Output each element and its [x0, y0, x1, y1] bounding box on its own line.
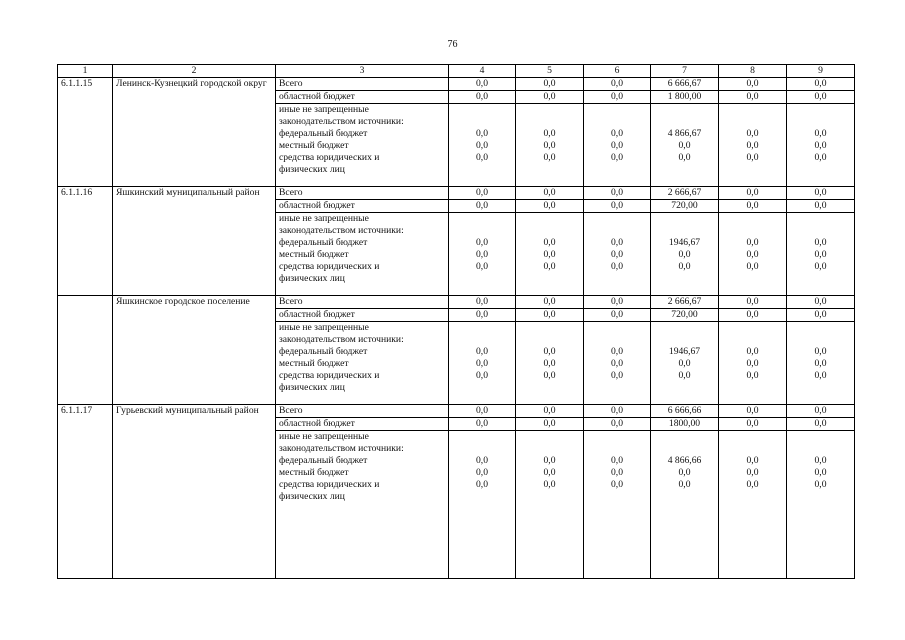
value-local: 0,0 [678, 467, 691, 478]
value-cell: 0,0 [516, 309, 584, 322]
value-legal: 0,0 [476, 261, 488, 272]
blank-line [587, 104, 647, 116]
value-federal: 4 866,67 [667, 128, 702, 139]
value-block [449, 431, 516, 579]
section-name: Яшкинский муниципальный район [113, 187, 276, 296]
blank-line [452, 322, 512, 334]
value-block [719, 104, 787, 187]
value-cell: 0,0 [584, 418, 651, 431]
value-cell: 0,0 [787, 91, 855, 104]
blank-line [452, 334, 512, 346]
blank-line [790, 431, 851, 443]
value-cell: 2 666,67 [651, 296, 719, 309]
column-header: 7 [651, 65, 719, 78]
blank-line [722, 213, 783, 225]
value-cell: 0,0 [449, 418, 516, 431]
source-label: законодательством источники: [279, 116, 404, 127]
blank-line [519, 322, 580, 334]
value-block [584, 104, 651, 187]
value-federal: 0,0 [476, 455, 488, 466]
blank-line [587, 431, 647, 443]
blank-line [722, 116, 783, 128]
value-cell: 0,0 [449, 296, 516, 309]
value-legal: 0,0 [814, 261, 827, 272]
value-legal: 0,0 [746, 152, 759, 163]
value-legal: 0,0 [476, 370, 488, 381]
value-legal: 0,0 [611, 152, 623, 163]
blank-line [519, 431, 580, 443]
value-block [787, 213, 855, 296]
value-block [449, 322, 516, 405]
value-legal: 0,0 [543, 479, 556, 490]
blank-line [654, 443, 715, 455]
value-local: 0,0 [746, 358, 759, 369]
source-label: областной бюджет [276, 309, 449, 322]
value-block [449, 104, 516, 187]
column-header: 2 [113, 65, 276, 78]
column-header: 8 [719, 65, 787, 78]
value-block [787, 322, 855, 405]
value-cell: 0,0 [719, 309, 787, 322]
blank-line [790, 443, 851, 455]
value-legal: 0,0 [476, 152, 488, 163]
value-cell: 0,0 [787, 405, 855, 418]
value-local: 0,0 [543, 467, 556, 478]
value-local: 0,0 [814, 467, 827, 478]
section-name: Гурьевский муниципальный район [113, 405, 276, 579]
value-federal: 0,0 [746, 455, 759, 466]
source-label: Всего [276, 78, 449, 91]
blank-line [790, 225, 851, 237]
source-label: федеральный бюджет [279, 237, 368, 248]
source-label: средства юридических и [279, 261, 380, 272]
value-local: 0,0 [678, 140, 691, 151]
value-block [787, 431, 855, 579]
value-federal: 0,0 [814, 128, 827, 139]
value-cell: 1 800,00 [651, 91, 719, 104]
source-label: федеральный бюджет [279, 346, 368, 357]
value-cell: 0,0 [787, 309, 855, 322]
value-cell: 0,0 [516, 418, 584, 431]
blank-line [587, 334, 647, 346]
value-cell: 0,0 [584, 187, 651, 200]
value-block [719, 213, 787, 296]
source-label: средства юридических и [279, 370, 380, 381]
value-local: 0,0 [678, 249, 691, 260]
section-name: Ленинск-Кузнецкий городской округ [113, 78, 276, 187]
value-cell: 0,0 [449, 200, 516, 213]
blank-line [790, 116, 851, 128]
value-block [651, 322, 719, 405]
blank-line [519, 104, 580, 116]
column-header: 6 [584, 65, 651, 78]
value-legal: 0,0 [678, 370, 691, 381]
value-cell: 0,0 [449, 309, 516, 322]
value-legal: 0,0 [814, 152, 827, 163]
source-label: законодательством источники: [279, 443, 404, 454]
page-number: 76 [447, 39, 458, 50]
value-local: 0,0 [746, 249, 759, 260]
value-federal: 0,0 [476, 346, 488, 357]
value-legal: 0,0 [678, 479, 691, 490]
value-cell: 0,0 [584, 405, 651, 418]
table-body [58, 65, 855, 579]
value-legal: 0,0 [814, 479, 827, 490]
value-legal: 0,0 [543, 152, 556, 163]
value-cell: 0,0 [449, 405, 516, 418]
table-row [58, 78, 855, 91]
blank-line [722, 225, 783, 237]
blank-line [519, 443, 580, 455]
value-block [449, 213, 516, 296]
blank-line [587, 213, 647, 225]
value-local: 0,0 [476, 467, 488, 478]
value-federal: 0,0 [611, 455, 623, 466]
column-header: 9 [787, 65, 855, 78]
section-name: Яшкинское городское поселение [113, 296, 276, 405]
blank-line [452, 443, 512, 455]
value-block [651, 104, 719, 187]
value-federal: 0,0 [543, 455, 556, 466]
blank-line [790, 334, 851, 346]
blank-line [722, 322, 783, 334]
source-block [276, 104, 449, 187]
value-cell: 0,0 [787, 187, 855, 200]
blank-line [654, 431, 715, 443]
blank-line [790, 213, 851, 225]
blank-line [654, 116, 715, 128]
value-block [719, 431, 787, 579]
blank-line [519, 213, 580, 225]
value-cell: 0,0 [719, 78, 787, 91]
value-local: 0,0 [814, 249, 827, 260]
source-label: областной бюджет [276, 418, 449, 431]
value-local: 0,0 [814, 358, 827, 369]
value-cell: 0,0 [787, 418, 855, 431]
value-federal: 4 866,66 [667, 455, 702, 466]
source-label: законодательством источники: [279, 225, 404, 236]
value-legal: 0,0 [746, 261, 759, 272]
source-label: иные не запрещенные [279, 104, 369, 115]
value-federal: 0,0 [611, 128, 623, 139]
blank-line [722, 431, 783, 443]
blank-line [654, 225, 715, 237]
blank-line [654, 213, 715, 225]
value-cell: 0,0 [584, 200, 651, 213]
source-label: средства юридических и [279, 479, 380, 490]
source-label: физических лиц [279, 164, 345, 175]
value-legal: 0,0 [746, 479, 759, 490]
value-local: 0,0 [678, 358, 691, 369]
value-cell: 0,0 [584, 309, 651, 322]
source-label: областной бюджет [276, 91, 449, 104]
blank-line [587, 443, 647, 455]
blank-line [519, 334, 580, 346]
source-label: физических лиц [279, 273, 345, 284]
value-legal: 0,0 [476, 479, 488, 490]
value-local: 0,0 [746, 467, 759, 478]
value-legal: 0,0 [611, 261, 623, 272]
value-local: 0,0 [476, 140, 488, 151]
blank-line [587, 116, 647, 128]
value-local: 0,0 [611, 467, 623, 478]
value-cell: 0,0 [584, 296, 651, 309]
value-cell: 0,0 [787, 78, 855, 91]
value-local: 0,0 [543, 140, 556, 151]
value-federal: 0,0 [746, 128, 759, 139]
value-block [516, 104, 584, 187]
blank-line [519, 116, 580, 128]
value-legal: 0,0 [611, 479, 623, 490]
value-cell: 0,0 [516, 200, 584, 213]
value-cell: 0,0 [719, 187, 787, 200]
value-local: 0,0 [814, 140, 827, 151]
blank-line [722, 334, 783, 346]
value-cell: 720,00 [651, 200, 719, 213]
value-cell: 720,00 [651, 309, 719, 322]
value-local: 0,0 [543, 358, 556, 369]
value-block [651, 431, 719, 579]
value-federal: 0,0 [814, 346, 827, 357]
blank-line [452, 104, 512, 116]
source-label: федеральный бюджет [279, 455, 368, 466]
value-federal: 0,0 [476, 128, 488, 139]
value-cell: 6 666,67 [651, 78, 719, 91]
value-cell: 0,0 [719, 418, 787, 431]
value-federal: 0,0 [543, 128, 556, 139]
value-federal: 0,0 [543, 237, 556, 248]
source-label: физических лиц [279, 491, 345, 502]
blank-line [790, 104, 851, 116]
header-row [58, 65, 855, 78]
table-row [58, 405, 855, 418]
value-block [719, 322, 787, 405]
blank-line [452, 116, 512, 128]
source-label: Всего [276, 187, 449, 200]
value-cell: 0,0 [516, 78, 584, 91]
section-code: 6.1.1.17 [58, 405, 113, 579]
value-block [516, 431, 584, 579]
column-header: 3 [276, 65, 449, 78]
value-federal: 0,0 [611, 237, 623, 248]
blank-line [654, 334, 715, 346]
value-local: 0,0 [476, 249, 488, 260]
value-block [787, 104, 855, 187]
source-label: иные не запрещенные [279, 322, 369, 333]
section-code: 6.1.1.16 [58, 187, 113, 296]
value-federal: 0,0 [543, 346, 556, 357]
source-label: Всего [276, 296, 449, 309]
source-label: областной бюджет [276, 200, 449, 213]
value-local: 0,0 [611, 140, 623, 151]
value-block [651, 213, 719, 296]
column-header: 1 [58, 65, 113, 78]
value-cell: 0,0 [516, 91, 584, 104]
source-label: местный бюджет [279, 467, 349, 478]
blank-line [654, 322, 715, 334]
value-cell: 0,0 [516, 296, 584, 309]
value-cell: 1800,00 [651, 418, 719, 431]
value-block [516, 213, 584, 296]
section-code: 6.1.1.15 [58, 78, 113, 187]
value-federal: 1946,67 [668, 237, 701, 248]
source-block [276, 431, 449, 579]
source-label: средства юридических и [279, 152, 380, 163]
value-local: 0,0 [611, 249, 623, 260]
value-cell: 0,0 [516, 187, 584, 200]
value-cell: 0,0 [449, 187, 516, 200]
value-federal: 0,0 [611, 346, 623, 357]
source-label: законодательством источники: [279, 334, 404, 345]
value-legal: 0,0 [746, 370, 759, 381]
value-cell: 0,0 [787, 296, 855, 309]
column-header: 5 [516, 65, 584, 78]
blank-line [452, 431, 512, 443]
blank-line [654, 104, 715, 116]
value-block [584, 322, 651, 405]
value-cell: 0,0 [719, 200, 787, 213]
value-cell: 0,0 [787, 200, 855, 213]
value-cell: 0,0 [584, 91, 651, 104]
value-federal: 0,0 [746, 237, 759, 248]
budget-table [57, 64, 855, 579]
blank-line [722, 443, 783, 455]
value-block [584, 213, 651, 296]
value-federal: 1946,67 [668, 346, 701, 357]
value-legal: 0,0 [814, 370, 827, 381]
value-local: 0,0 [476, 358, 488, 369]
value-block [516, 322, 584, 405]
column-header: 4 [449, 65, 516, 78]
value-federal: 0,0 [746, 346, 759, 357]
value-federal: 0,0 [814, 237, 827, 248]
value-cell: 6 666,66 [651, 405, 719, 418]
value-legal: 0,0 [543, 370, 556, 381]
value-block [584, 431, 651, 579]
value-cell: 0,0 [719, 405, 787, 418]
source-label: иные не запрещенные [279, 431, 369, 442]
value-cell: 0,0 [584, 78, 651, 91]
value-cell: 0,0 [449, 78, 516, 91]
value-legal: 0,0 [611, 370, 623, 381]
source-label: местный бюджет [279, 358, 349, 369]
blank-line [587, 322, 647, 334]
blank-line [790, 322, 851, 334]
value-local: 0,0 [543, 249, 556, 260]
value-cell: 2 666,67 [651, 187, 719, 200]
source-label: Всего [276, 405, 449, 418]
blank-line [519, 225, 580, 237]
value-legal: 0,0 [543, 261, 556, 272]
value-legal: 0,0 [678, 261, 691, 272]
blank-line [452, 225, 512, 237]
table-row [58, 187, 855, 200]
source-label: местный бюджет [279, 249, 349, 260]
value-local: 0,0 [746, 140, 759, 151]
value-federal: 0,0 [476, 237, 488, 248]
source-block [276, 213, 449, 296]
value-local: 0,0 [611, 358, 623, 369]
value-cell: 0,0 [449, 91, 516, 104]
value-cell: 0,0 [719, 91, 787, 104]
source-label: иные не запрещенные [279, 213, 369, 224]
source-label: федеральный бюджет [279, 128, 368, 139]
value-federal: 0,0 [814, 455, 827, 466]
value-cell: 0,0 [516, 405, 584, 418]
source-label: физических лиц [279, 382, 345, 393]
blank-line [722, 104, 783, 116]
source-label: местный бюджет [279, 140, 349, 151]
value-cell: 0,0 [719, 296, 787, 309]
section-code [58, 296, 113, 405]
table-row [58, 296, 855, 309]
blank-line [452, 213, 512, 225]
blank-line [587, 225, 647, 237]
value-legal: 0,0 [678, 152, 691, 163]
source-block [276, 322, 449, 405]
